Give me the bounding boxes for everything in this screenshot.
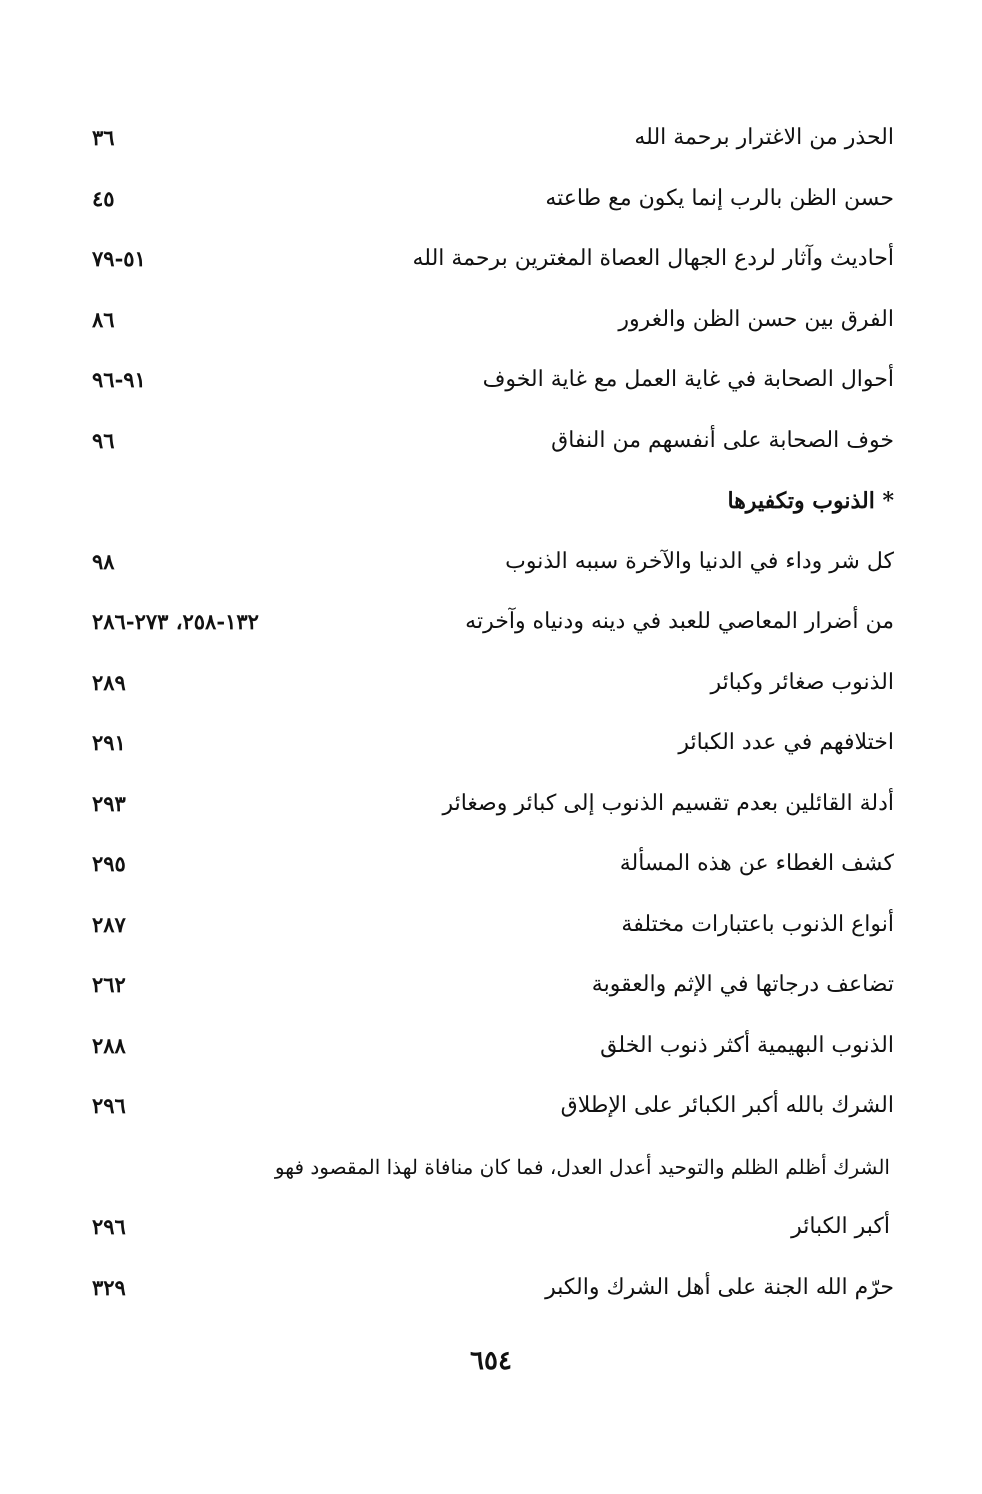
entry-topic: أدلة القائلين بعدم تقسيم الذنوب إلى كبائر وصغائر [442,790,894,816]
index-entry [70,774,904,835]
entry-pages: ٢٨٨ [92,1032,126,1058]
index-entry [70,411,904,472]
index-entry [70,169,904,230]
entry-topic: كل شر وداء في الدنيا والآخرة سببه الذنوب [505,548,894,574]
entry-topic: الشرك أظلم الظلم والتوحيد أعدل العدل، فما كان منافاة لهذا المقصود فهو [274,1154,890,1179]
entry-topic: الذنوب صغائر وكبائر [710,669,894,695]
entry-pages: ٢٦٢ [92,972,126,997]
entry-pages: ٢٩١ [92,730,126,755]
section-heading-title: * الذنوب وتكفيرها [727,488,894,514]
entry-pages: ٥١-٧٩ [92,246,146,271]
entry-pages: ٢٩٣ [92,790,126,816]
entry-topic: حسن الظن بالرب إنما يكون مع طاعته [545,185,894,211]
entry-topic: حرّم الله الجنة على أهل الشرك والكبر [545,1274,894,1300]
entry-topic: أنواع الذنوب باعتبارات مختلفة [621,911,894,937]
entry-topic: الحذر من الاغترار برحمة الله [634,125,894,150]
index-entry-multiline [70,1137,904,1198]
entry-topic: أحاديث وآثار لردع الجهال العصاة المغترين برحمة الله [412,246,894,271]
index-entry-continuation [70,1197,904,1258]
index-entry [70,895,904,956]
entry-topic: الذنوب البهيمية أكثر ذنوب الخلق [600,1032,894,1058]
section-heading [70,471,904,532]
entry-topic: كشف الغطاء عن هذه المسألة [619,851,894,876]
entry-pages: ٢٩٦ [92,1093,126,1118]
entry-topic: أكبر الكبائر [791,1214,890,1239]
entry-pages: ٢٨٩ [92,669,126,695]
index-entry [70,834,904,895]
entry-topic: اختلافهم في عدد الكبائر [678,730,894,755]
index-entry [70,108,904,169]
index-entry [70,229,904,290]
entry-pages: ٩١-٩٦ [92,367,146,392]
index-entry [70,653,904,714]
entry-pages: ٨٦ [92,306,115,332]
entry-topic: أحوال الصحابة في غاية العمل مع غاية الخوف [482,367,894,392]
entry-pages: ٣٦ [92,125,115,150]
entry-topic: خوف الصحابة على أنفسهم من النفاق [551,427,894,453]
index-entry [70,290,904,351]
index-entry [70,1258,904,1319]
index-entry [70,350,904,411]
entry-topic: الفرق بين حسن الظن والغرور [618,306,894,332]
entry-pages: ٢٨٧ [92,911,126,937]
entry-pages: ٤٥ [92,185,115,211]
index-entry [70,713,904,774]
entry-pages: ٢٩٦ [92,1214,126,1239]
entry-topic: من أضرار المعاصي للعبد في دينه ودنياه وآخرته [465,609,894,634]
index-list [70,108,904,1318]
index-entry [70,955,904,1016]
index-entry [70,1016,904,1077]
entry-pages: ٩٦ [92,427,115,453]
index-entry [70,1076,904,1137]
page-number: ٦٥٤ [470,1346,512,1376]
entry-topic: تضاعف درجاتها في الإثم والعقوبة [591,972,894,997]
entry-pages: ٢٩٥ [92,851,126,876]
entry-topic: الشرك بالله أكبر الكبائر على الإطلاق [560,1093,894,1118]
entry-pages: ٣٢٩ [92,1274,126,1300]
entry-pages: ٩٨ [92,548,115,574]
entry-pages: ١٣٢-٢٥٨، ٢٧٣-٢٨٦ [92,609,259,634]
index-entry [70,532,904,593]
index-entry [70,592,904,653]
